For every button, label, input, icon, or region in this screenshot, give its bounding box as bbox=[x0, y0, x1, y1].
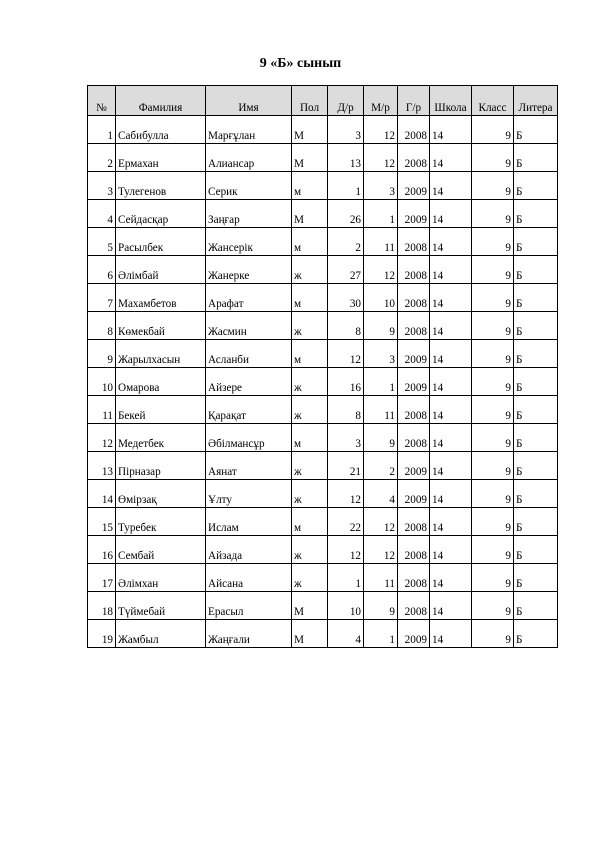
class-cell: 9 bbox=[472, 200, 514, 228]
gender-cell: м bbox=[292, 340, 328, 368]
gender-cell: м bbox=[292, 424, 328, 452]
class-cell: 9 bbox=[472, 452, 514, 480]
school-cell: 14 bbox=[430, 256, 472, 284]
gender-cell: ж bbox=[292, 368, 328, 396]
row-number: 2 bbox=[88, 144, 116, 172]
column-header-number: № bbox=[88, 86, 116, 116]
birth-day-cell: 1 bbox=[328, 564, 364, 592]
letter-cell: Б bbox=[514, 452, 558, 480]
table-row bbox=[88, 200, 558, 228]
table-row bbox=[88, 620, 558, 648]
letter-cell: Б bbox=[514, 256, 558, 284]
school-cell: 14 bbox=[430, 368, 472, 396]
birth-day-cell: 3 bbox=[328, 424, 364, 452]
gender-cell: ж bbox=[292, 312, 328, 340]
letter-cell: Б bbox=[514, 564, 558, 592]
name-cell: Марғұлан bbox=[206, 116, 292, 144]
letter-cell: Б bbox=[514, 340, 558, 368]
name-cell: Жансерік bbox=[206, 228, 292, 256]
birth-year-cell: 2008 bbox=[398, 508, 430, 536]
birth-year-cell: 2009 bbox=[398, 452, 430, 480]
birth-month-cell: 3 bbox=[364, 172, 398, 200]
birth-month-cell: 9 bbox=[364, 592, 398, 620]
surname-cell: Жамбыл bbox=[116, 620, 206, 648]
column-header-school: Школа bbox=[430, 86, 472, 116]
birth-day-cell: 3 bbox=[328, 116, 364, 144]
birth-year-cell: 2009 bbox=[398, 480, 430, 508]
letter-cell: Б bbox=[514, 200, 558, 228]
birth-day-cell: 8 bbox=[328, 312, 364, 340]
row-number: 18 bbox=[88, 592, 116, 620]
column-header-name: Имя bbox=[206, 86, 292, 116]
school-cell: 14 bbox=[430, 480, 472, 508]
letter-cell: Б bbox=[514, 144, 558, 172]
column-header-class: Класс bbox=[472, 86, 514, 116]
table-row bbox=[88, 312, 558, 340]
letter-cell: Б bbox=[514, 172, 558, 200]
school-cell: 14 bbox=[430, 536, 472, 564]
birth-month-cell: 11 bbox=[364, 396, 398, 424]
birth-day-cell: 30 bbox=[328, 284, 364, 312]
gender-cell: м bbox=[292, 172, 328, 200]
name-cell: Айзада bbox=[206, 536, 292, 564]
birth-year-cell: 2008 bbox=[398, 144, 430, 172]
birth-month-cell: 11 bbox=[364, 564, 398, 592]
school-cell: 14 bbox=[430, 564, 472, 592]
school-cell: 14 bbox=[430, 340, 472, 368]
birth-year-cell: 2008 bbox=[398, 396, 430, 424]
birth-year-cell: 2009 bbox=[398, 340, 430, 368]
column-header-birth-year: Г/р bbox=[398, 86, 430, 116]
school-cell: 14 bbox=[430, 620, 472, 648]
gender-cell: М bbox=[292, 620, 328, 648]
name-cell: Ислам bbox=[206, 508, 292, 536]
letter-cell: Б bbox=[514, 620, 558, 648]
school-cell: 14 bbox=[430, 508, 472, 536]
name-cell: Алиансар bbox=[206, 144, 292, 172]
surname-cell: Жарылхасын bbox=[116, 340, 206, 368]
birth-month-cell: 1 bbox=[364, 368, 398, 396]
table-row bbox=[88, 536, 558, 564]
class-cell: 9 bbox=[472, 116, 514, 144]
table-row bbox=[88, 592, 558, 620]
column-header-birth-day: Д/р bbox=[328, 86, 364, 116]
gender-cell: М bbox=[292, 592, 328, 620]
surname-cell: Тулегенов bbox=[116, 172, 206, 200]
class-cell: 9 bbox=[472, 144, 514, 172]
gender-cell: м bbox=[292, 228, 328, 256]
surname-cell: Махамбетов bbox=[116, 284, 206, 312]
gender-cell: М bbox=[292, 200, 328, 228]
row-number: 17 bbox=[88, 564, 116, 592]
birth-month-cell: 1 bbox=[364, 200, 398, 228]
birth-day-cell: 2 bbox=[328, 228, 364, 256]
name-cell: Айсана bbox=[206, 564, 292, 592]
birth-month-cell: 10 bbox=[364, 284, 398, 312]
class-cell: 9 bbox=[472, 536, 514, 564]
surname-cell: Медетбек bbox=[116, 424, 206, 452]
birth-month-cell: 9 bbox=[364, 424, 398, 452]
table-row bbox=[88, 116, 558, 144]
birth-day-cell: 12 bbox=[328, 480, 364, 508]
name-cell: Заңғар bbox=[206, 200, 292, 228]
table-row bbox=[88, 564, 558, 592]
surname-cell: Туребек bbox=[116, 508, 206, 536]
column-header-gender: Пол bbox=[292, 86, 328, 116]
row-number: 11 bbox=[88, 396, 116, 424]
gender-cell: ж bbox=[292, 256, 328, 284]
birth-year-cell: 2008 bbox=[398, 256, 430, 284]
table-row bbox=[88, 452, 558, 480]
gender-cell: М bbox=[292, 144, 328, 172]
table-row bbox=[88, 144, 558, 172]
surname-cell: Омарова bbox=[116, 368, 206, 396]
letter-cell: Б bbox=[514, 536, 558, 564]
row-number: 19 bbox=[88, 620, 116, 648]
birth-day-cell: 12 bbox=[328, 536, 364, 564]
column-header-surname: Фамилия bbox=[116, 86, 206, 116]
row-number: 14 bbox=[88, 480, 116, 508]
row-number: 10 bbox=[88, 368, 116, 396]
student-table bbox=[87, 85, 558, 648]
birth-day-cell: 4 bbox=[328, 620, 364, 648]
gender-cell: ж bbox=[292, 536, 328, 564]
name-cell: Жасмин bbox=[206, 312, 292, 340]
class-cell: 9 bbox=[472, 172, 514, 200]
letter-cell: Б bbox=[514, 228, 558, 256]
table-row bbox=[88, 228, 558, 256]
row-number: 9 bbox=[88, 340, 116, 368]
gender-cell: ж bbox=[292, 452, 328, 480]
surname-cell: Өмірзақ bbox=[116, 480, 206, 508]
letter-cell: Б bbox=[514, 116, 558, 144]
class-cell: 9 bbox=[472, 340, 514, 368]
table-row bbox=[88, 396, 558, 424]
birth-month-cell: 9 bbox=[364, 312, 398, 340]
surname-cell: Әлімхан bbox=[116, 564, 206, 592]
class-cell: 9 bbox=[472, 284, 514, 312]
school-cell: 14 bbox=[430, 172, 472, 200]
row-number: 13 bbox=[88, 452, 116, 480]
class-cell: 9 bbox=[472, 592, 514, 620]
surname-cell: Әлімбай bbox=[116, 256, 206, 284]
column-header-letter: Литера bbox=[514, 86, 558, 116]
row-number: 12 bbox=[88, 424, 116, 452]
letter-cell: Б bbox=[514, 424, 558, 452]
birth-year-cell: 2008 bbox=[398, 564, 430, 592]
gender-cell: М bbox=[292, 116, 328, 144]
birth-month-cell: 12 bbox=[364, 116, 398, 144]
class-cell: 9 bbox=[472, 620, 514, 648]
row-number: 6 bbox=[88, 256, 116, 284]
row-number: 8 bbox=[88, 312, 116, 340]
letter-cell: Б bbox=[514, 396, 558, 424]
surname-cell: Ермахан bbox=[116, 144, 206, 172]
birth-month-cell: 3 bbox=[364, 340, 398, 368]
birth-year-cell: 2008 bbox=[398, 424, 430, 452]
birth-month-cell: 11 bbox=[364, 228, 398, 256]
name-cell: Аянат bbox=[206, 452, 292, 480]
school-cell: 14 bbox=[430, 228, 472, 256]
row-number: 1 bbox=[88, 116, 116, 144]
class-cell: 9 bbox=[472, 396, 514, 424]
birth-day-cell: 26 bbox=[328, 200, 364, 228]
birth-year-cell: 2008 bbox=[398, 312, 430, 340]
surname-cell: Көмекбай bbox=[116, 312, 206, 340]
row-number: 3 bbox=[88, 172, 116, 200]
letter-cell: Б bbox=[514, 508, 558, 536]
name-cell: Айзере bbox=[206, 368, 292, 396]
table-header-row bbox=[88, 86, 558, 116]
class-cell: 9 bbox=[472, 564, 514, 592]
birth-day-cell: 8 bbox=[328, 396, 364, 424]
row-number: 4 bbox=[88, 200, 116, 228]
gender-cell: м bbox=[292, 284, 328, 312]
school-cell: 14 bbox=[430, 116, 472, 144]
name-cell: Асланби bbox=[206, 340, 292, 368]
name-cell: Серик bbox=[206, 172, 292, 200]
gender-cell: ж bbox=[292, 564, 328, 592]
birth-day-cell: 10 bbox=[328, 592, 364, 620]
row-number: 15 bbox=[88, 508, 116, 536]
school-cell: 14 bbox=[430, 200, 472, 228]
table-row bbox=[88, 424, 558, 452]
birth-year-cell: 2009 bbox=[398, 172, 430, 200]
gender-cell: ж bbox=[292, 480, 328, 508]
school-cell: 14 bbox=[430, 312, 472, 340]
name-cell: Әбілмансұр bbox=[206, 424, 292, 452]
birth-year-cell: 2009 bbox=[398, 620, 430, 648]
row-number: 16 bbox=[88, 536, 116, 564]
table-row bbox=[88, 284, 558, 312]
row-number: 7 bbox=[88, 284, 116, 312]
birth-day-cell: 21 bbox=[328, 452, 364, 480]
class-cell: 9 bbox=[472, 424, 514, 452]
surname-cell: Пірназар bbox=[116, 452, 206, 480]
birth-month-cell: 12 bbox=[364, 256, 398, 284]
birth-year-cell: 2008 bbox=[398, 228, 430, 256]
surname-cell: Түймебай bbox=[116, 592, 206, 620]
school-cell: 14 bbox=[430, 452, 472, 480]
gender-cell: ж bbox=[292, 396, 328, 424]
name-cell: Арафат bbox=[206, 284, 292, 312]
birth-day-cell: 13 bbox=[328, 144, 364, 172]
birth-day-cell: 27 bbox=[328, 256, 364, 284]
birth-year-cell: 2008 bbox=[398, 284, 430, 312]
school-cell: 14 bbox=[430, 396, 472, 424]
letter-cell: Б bbox=[514, 592, 558, 620]
school-cell: 14 bbox=[430, 592, 472, 620]
school-cell: 14 bbox=[430, 424, 472, 452]
name-cell: Ерасыл bbox=[206, 592, 292, 620]
birth-day-cell: 22 bbox=[328, 508, 364, 536]
school-cell: 14 bbox=[430, 144, 472, 172]
name-cell: Жаңғали bbox=[206, 620, 292, 648]
name-cell: Жанерке bbox=[206, 256, 292, 284]
class-cell: 9 bbox=[472, 312, 514, 340]
birth-year-cell: 2008 bbox=[398, 592, 430, 620]
letter-cell: Б bbox=[514, 312, 558, 340]
name-cell: Қарақат bbox=[206, 396, 292, 424]
surname-cell: Расылбек bbox=[116, 228, 206, 256]
school-cell: 14 bbox=[430, 284, 472, 312]
letter-cell: Б bbox=[514, 480, 558, 508]
table-row bbox=[88, 368, 558, 396]
birth-month-cell: 1 bbox=[364, 620, 398, 648]
letter-cell: Б bbox=[514, 368, 558, 396]
surname-cell: Бекей bbox=[116, 396, 206, 424]
birth-day-cell: 16 bbox=[328, 368, 364, 396]
table-row bbox=[88, 172, 558, 200]
table-row bbox=[88, 340, 558, 368]
birth-year-cell: 2008 bbox=[398, 116, 430, 144]
column-header-birth-month: М/р bbox=[364, 86, 398, 116]
birth-month-cell: 4 bbox=[364, 480, 398, 508]
birth-year-cell: 2009 bbox=[398, 200, 430, 228]
table-row bbox=[88, 256, 558, 284]
birth-month-cell: 12 bbox=[364, 536, 398, 564]
class-cell: 9 bbox=[472, 508, 514, 536]
class-cell: 9 bbox=[472, 228, 514, 256]
class-cell: 9 bbox=[472, 368, 514, 396]
birth-month-cell: 12 bbox=[364, 144, 398, 172]
birth-month-cell: 2 bbox=[364, 452, 398, 480]
birth-day-cell: 12 bbox=[328, 340, 364, 368]
letter-cell: Б bbox=[514, 284, 558, 312]
row-number: 5 bbox=[88, 228, 116, 256]
table-row bbox=[88, 508, 558, 536]
surname-cell: Сембай bbox=[116, 536, 206, 564]
surname-cell: Сабибулла bbox=[116, 116, 206, 144]
page-title: 9 «Б» сынып bbox=[259, 56, 342, 71]
birth-month-cell: 12 bbox=[364, 508, 398, 536]
table-row bbox=[88, 480, 558, 508]
class-cell: 9 bbox=[472, 480, 514, 508]
name-cell: Ұлту bbox=[206, 480, 292, 508]
class-cell: 9 bbox=[472, 256, 514, 284]
birth-year-cell: 2008 bbox=[398, 536, 430, 564]
gender-cell: м bbox=[292, 508, 328, 536]
birth-day-cell: 1 bbox=[328, 172, 364, 200]
birth-year-cell: 2009 bbox=[398, 368, 430, 396]
surname-cell: Сейдасқар bbox=[116, 200, 206, 228]
